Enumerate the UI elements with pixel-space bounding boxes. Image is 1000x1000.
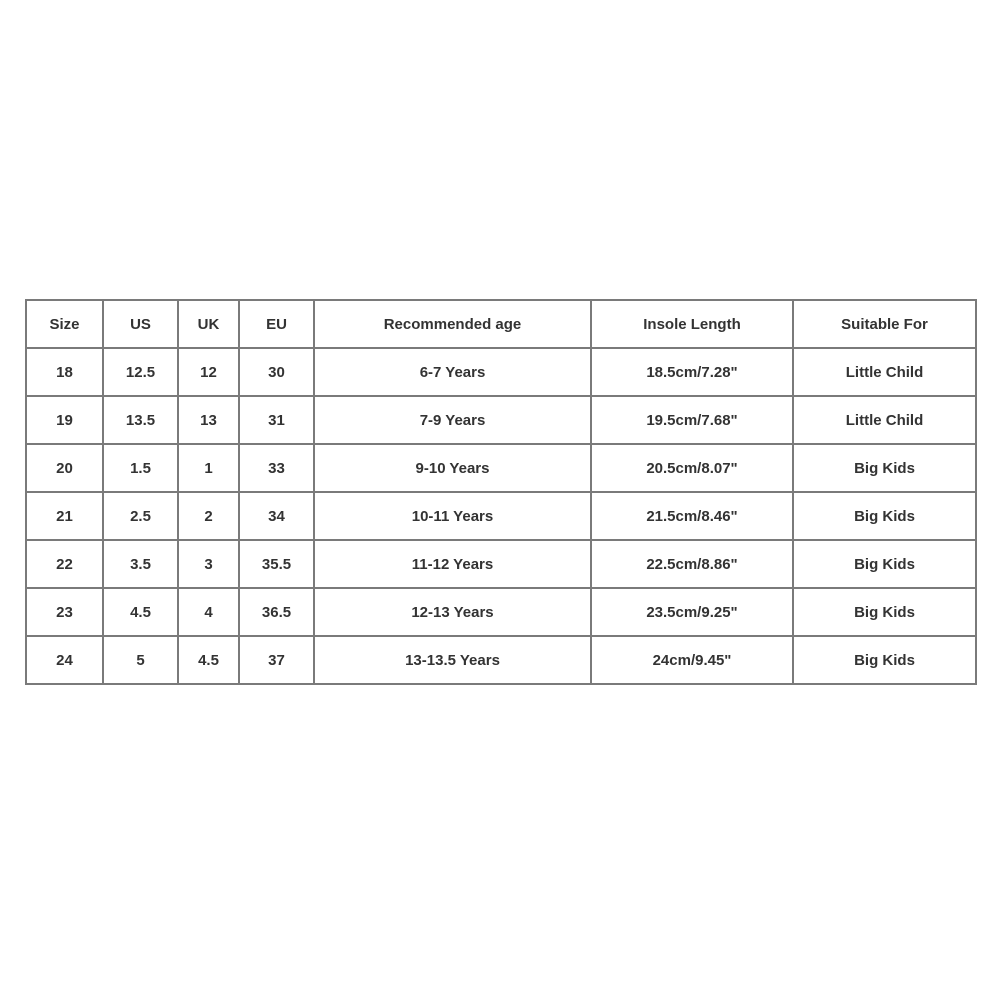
table-row [26, 444, 976, 492]
cell-eu: 36.5 [239, 588, 314, 636]
cell-size: 20 [26, 444, 103, 492]
header-eu: EU [239, 300, 314, 348]
cell-insole-length: 21.5cm/8.46" [591, 492, 793, 540]
table-row [26, 396, 976, 444]
cell-size: 19 [26, 396, 103, 444]
table-row [26, 348, 976, 396]
header-size: Size [26, 300, 103, 348]
cell-insole-length: 22.5cm/8.86" [591, 540, 793, 588]
cell-eu: 34 [239, 492, 314, 540]
table-row [26, 540, 976, 588]
cell-suitable-for: Big Kids [793, 540, 976, 588]
cell-us: 13.5 [103, 396, 178, 444]
cell-uk: 4 [178, 588, 239, 636]
cell-recommended-age: 10-11 Years [314, 492, 591, 540]
cell-insole-length: 24cm/9.45" [591, 636, 793, 684]
cell-size: 18 [26, 348, 103, 396]
cell-suitable-for: Big Kids [793, 492, 976, 540]
cell-uk: 13 [178, 396, 239, 444]
cell-eu: 31 [239, 396, 314, 444]
cell-size: 22 [26, 540, 103, 588]
cell-eu: 30 [239, 348, 314, 396]
header-row [26, 300, 976, 348]
cell-us: 12.5 [103, 348, 178, 396]
cell-suitable-for: Little Child [793, 396, 976, 444]
table-row [26, 588, 976, 636]
cell-us: 5 [103, 636, 178, 684]
cell-suitable-for: Big Kids [793, 636, 976, 684]
cell-recommended-age: 11-12 Years [314, 540, 591, 588]
cell-insole-length: 23.5cm/9.25" [591, 588, 793, 636]
cell-insole-length: 20.5cm/8.07" [591, 444, 793, 492]
cell-insole-length: 19.5cm/7.68" [591, 396, 793, 444]
cell-suitable-for: Little Child [793, 348, 976, 396]
cell-insole-length: 18.5cm/7.28" [591, 348, 793, 396]
header-recommended-age: Recommended age [314, 300, 591, 348]
cell-suitable-for: Big Kids [793, 444, 976, 492]
cell-eu: 37 [239, 636, 314, 684]
size-chart-table [25, 299, 977, 685]
cell-recommended-age: 7-9 Years [314, 396, 591, 444]
cell-suitable-for: Big Kids [793, 588, 976, 636]
cell-size: 23 [26, 588, 103, 636]
cell-uk: 1 [178, 444, 239, 492]
cell-size: 24 [26, 636, 103, 684]
header-insole-length: Insole Length [591, 300, 793, 348]
cell-uk: 12 [178, 348, 239, 396]
cell-us: 3.5 [103, 540, 178, 588]
cell-uk: 3 [178, 540, 239, 588]
cell-eu: 33 [239, 444, 314, 492]
cell-recommended-age: 13-13.5 Years [314, 636, 591, 684]
table-row [26, 636, 976, 684]
cell-recommended-age: 9-10 Years [314, 444, 591, 492]
header-us: US [103, 300, 178, 348]
cell-us: 1.5 [103, 444, 178, 492]
cell-us: 4.5 [103, 588, 178, 636]
cell-recommended-age: 12-13 Years [314, 588, 591, 636]
table-row [26, 492, 976, 540]
header-uk: UK [178, 300, 239, 348]
header-suitable-for: Suitable For [793, 300, 976, 348]
cell-size: 21 [26, 492, 103, 540]
cell-eu: 35.5 [239, 540, 314, 588]
cell-uk: 2 [178, 492, 239, 540]
cell-uk: 4.5 [178, 636, 239, 684]
cell-recommended-age: 6-7 Years [314, 348, 591, 396]
cell-us: 2.5 [103, 492, 178, 540]
